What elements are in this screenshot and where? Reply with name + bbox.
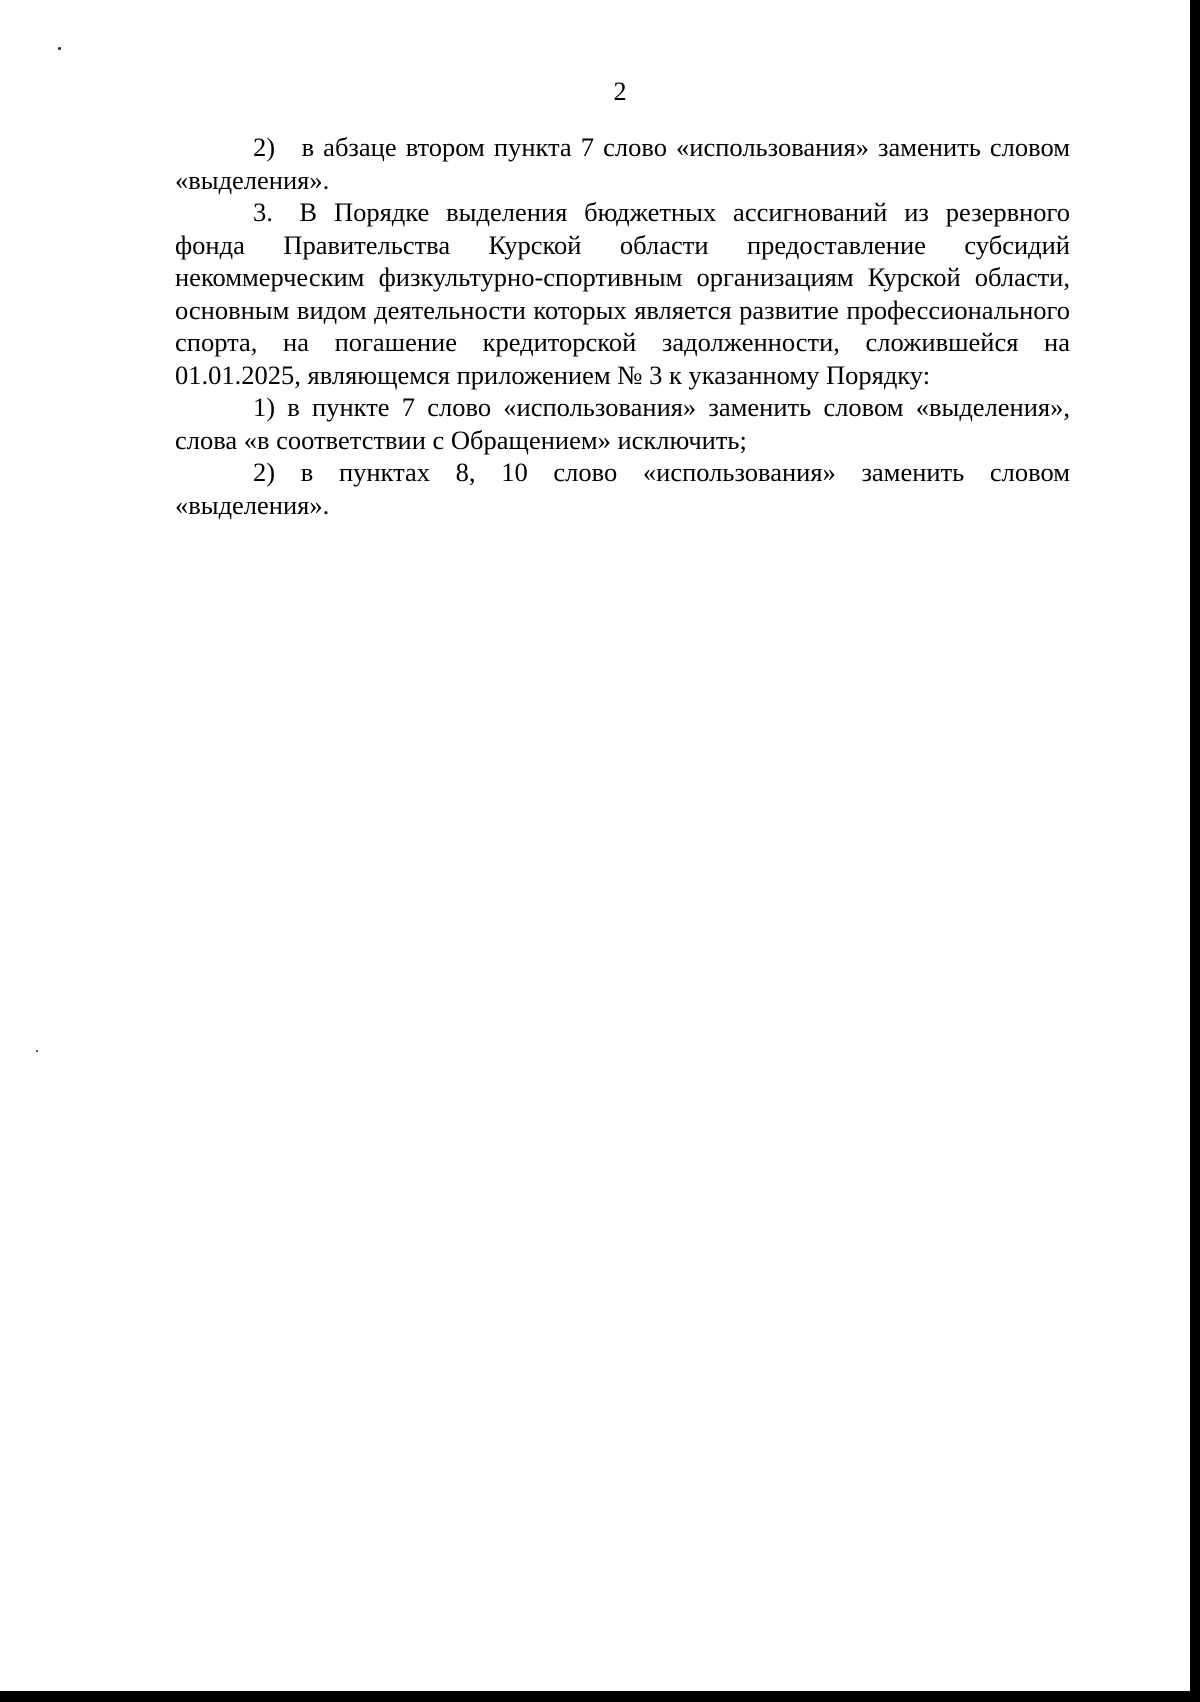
scan-speck bbox=[58, 47, 61, 50]
paragraph-item-2: 2) в абзаце втором пункта 7 слово «использования» заменить словом «выделения». bbox=[175, 132, 1070, 195]
page-number: 2 bbox=[613, 77, 627, 106]
paragraph-section-3: 3. В Порядке выделения бюджетных ассигнований из резервного фонда Правительства Курской области предоставление субсидий некоммерческим физкультурно-спортивным организациям Курской области, основным видом деятельности которых является развитие профессионального спорта, на погашение кредиторской задолженности, сложившейся на 01.01.2025, являющемся приложением № 3 к указанному Порядку: bbox=[175, 197, 1070, 390]
paragraph-item-2-final: 2) в пунктах 8, 10 слово «использования» заменить словом «выделения». bbox=[175, 457, 1070, 520]
document-body bbox=[175, 131, 1070, 521]
paragraph-item-1: 1) в пункте 7 слово «использования» заменить словом «выделения», слова «в соответствии с Обращением» исключить; bbox=[175, 392, 1070, 455]
scan-border-right bbox=[1190, 0, 1200, 1702]
scan-speck bbox=[36, 1050, 38, 1052]
scan-border-bottom bbox=[0, 1691, 1200, 1702]
